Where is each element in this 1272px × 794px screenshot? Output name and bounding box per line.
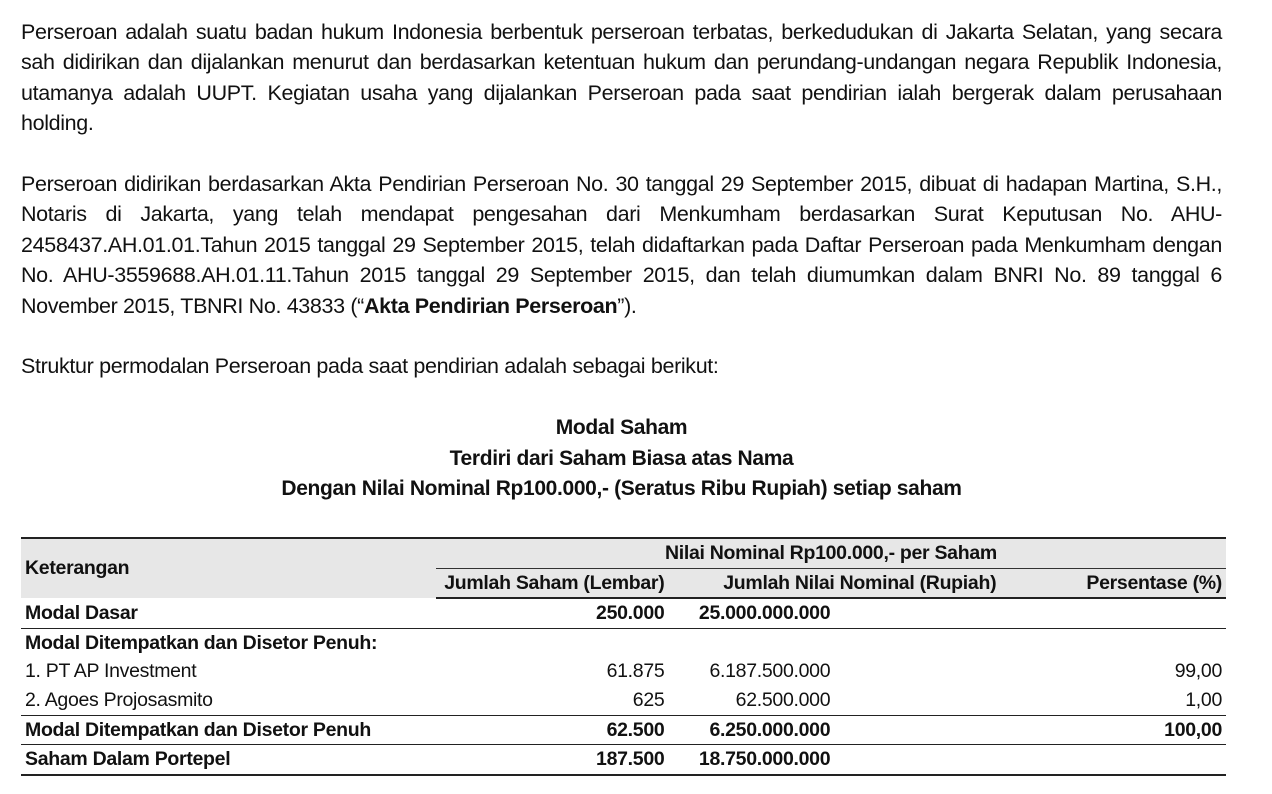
- row-nilai: [668, 628, 1030, 657]
- paragraph-capital-structure-intro: Struktur permodalan Perseroan pada saat pendirian adalah sebagai berikut:: [21, 354, 719, 379]
- table-row: [21, 657, 1226, 686]
- row-label: Saham Dalam Portepel: [21, 745, 436, 775]
- caption-line-1: Modal Saham: [555, 415, 688, 439]
- row-nilai: 62.500.000: [668, 686, 1030, 715]
- table-row: [21, 715, 1226, 745]
- table-row: [21, 745, 1226, 775]
- row-persen: 99,00: [1174, 660, 1222, 683]
- row-label: Modal Ditempatkan dan Disetor Penuh: [21, 715, 436, 745]
- table-row: [21, 686, 1226, 715]
- paragraph-deed-text: Perseroan didirikan berdasarkan Akta Pendirian Perseroan No. 30 tanggal 29 September 2015, dibuat di hadapan Martina, S.H., Notaris di Jakarta, yang telah mendapat pengesahan dari Menkumham berdasarkan Surat Keputusan No. AHU-2458437.AH.01.01.Tahun 2015 tanggal 29 September 2015, telah didaftarkan pada Daftar Perseroan pada Menkumham dengan No. AHU-3559688.AH.01.11.Tahun 2015 tanggal 29 September 2015, dan telah diumumkan dalam BNRI No. 89 tanggal 6 November 2015, TBNRI No. 43833 (“: [21, 172, 1222, 318]
- deed-defined-term: Akta Pendirian Perseroan: [363, 293, 618, 318]
- header-jumlah-saham: Jumlah Saham (Lembar): [436, 568, 669, 598]
- row-saham: 62.500: [436, 715, 669, 745]
- row-label: 2. Agoes Projosasmito: [21, 686, 436, 715]
- paragraph-company-status: Perseroan adalah suatu badan hukum Indonesia berbentuk perseroan terbatas, berkedudukan di Jakarta Selatan, yang secara sah didirikan dan dijalankan menurut dan berdasarkan ketentuan hukum dan perundang-undangan negara Republik Indonesia, utamanya adalah UUPT. Kegiatan usaha yang dijalankan Perseroan pada saat pendirian ialah bergerak dalam perusahaan holding.: [21, 20, 1222, 136]
- row-saham: 61.875: [606, 660, 665, 683]
- caption-line-3: Dengan Nilai Nominal Rp100.000,- (Seratus Ribu Rupiah) setiap saham: [281, 477, 962, 501]
- row-label: 1. PT AP Investment: [25, 660, 197, 683]
- caption-line-2: Terdiri dari Saham Biasa atas Nama: [449, 446, 794, 470]
- row-persen: [1030, 745, 1226, 775]
- row-saham: 187.500: [436, 745, 669, 775]
- table-caption: [21, 413, 1222, 505]
- row-label: Modal Dasar: [21, 598, 436, 628]
- header-nominal-value-group: Nilai Nominal Rp100.000,- per Saham: [436, 538, 1226, 568]
- header-persentase: Persentase (%): [1030, 568, 1226, 598]
- table-row: [21, 628, 1226, 657]
- row-nilai: 6.250.000.000: [668, 715, 1030, 745]
- header-jumlah-nilai: Jumlah Nilai Nominal (Rupiah): [668, 568, 1030, 598]
- document-page: [21, 17, 1222, 771]
- row-saham: 625: [436, 686, 669, 715]
- row-nilai: 6.187.500.000: [709, 660, 831, 683]
- row-persen: 100,00: [1030, 715, 1226, 745]
- paragraph-deed-closing: ”).: [617, 293, 637, 318]
- row-persen: [1030, 628, 1226, 657]
- row-saham: [436, 628, 669, 657]
- share-capital-table: [21, 537, 1226, 776]
- row-nilai: 18.750.000.000: [668, 745, 1030, 775]
- row-nilai: 25.000.000.000: [668, 598, 1030, 628]
- row-label: Modal Ditempatkan dan Disetor Penuh:: [25, 631, 378, 654]
- row-saham: 250.000: [436, 598, 669, 628]
- table-row: [21, 598, 1226, 628]
- row-persen: [1030, 598, 1226, 628]
- paragraph-deed-of-establishment: [21, 169, 1222, 321]
- row-persen: 1,00: [1030, 686, 1226, 715]
- header-keterangan: Keterangan: [21, 538, 436, 598]
